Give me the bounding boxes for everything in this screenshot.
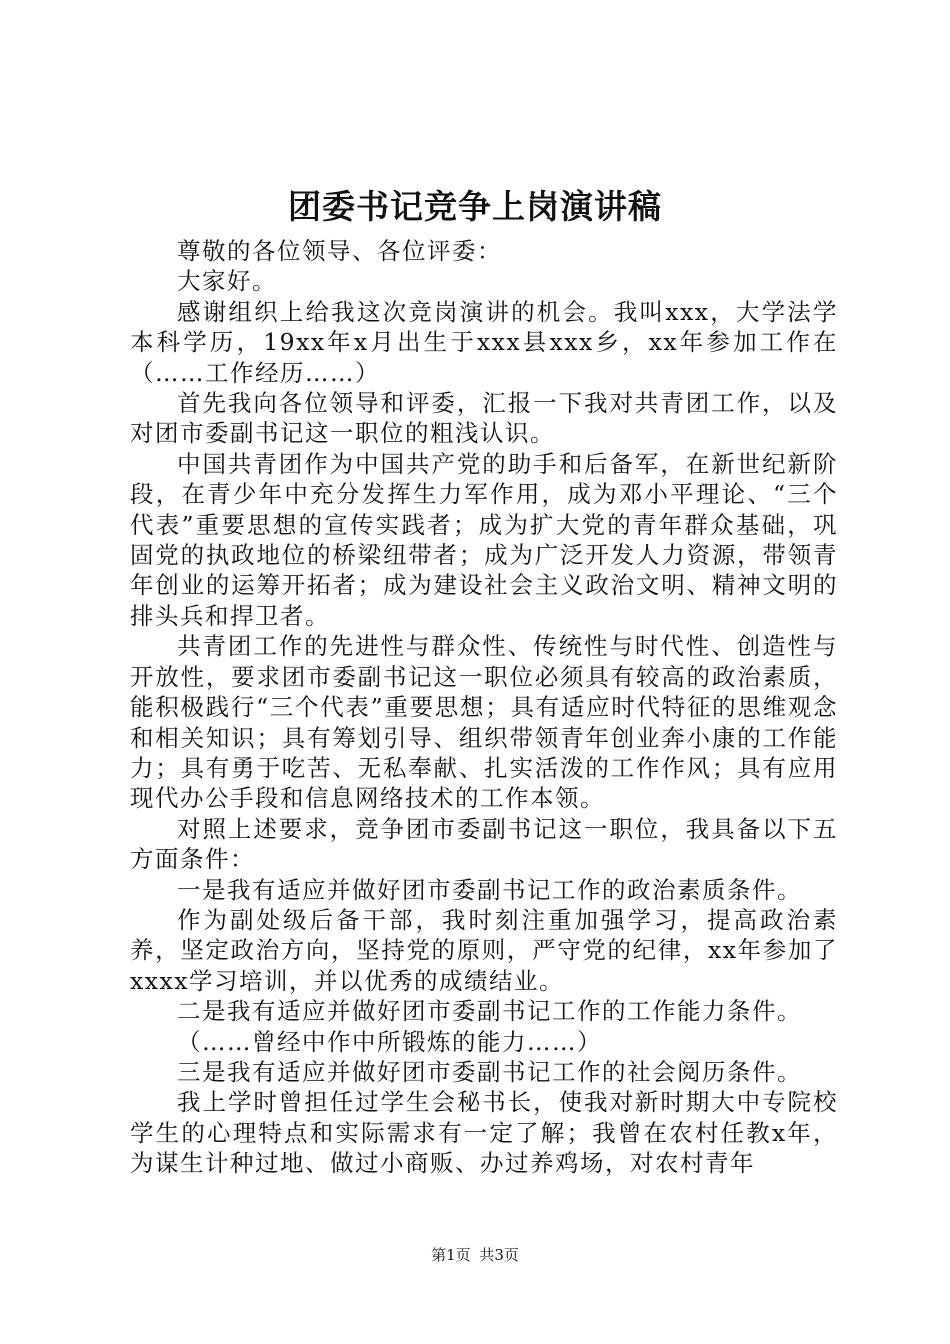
paragraph: 三是我有适应并做好团市委副书记工作的社会阅历条件。 (177, 1057, 802, 1086)
paragraph: 中国共青团作为中国共产党的助手和后备军，在新世纪新阶段，在青少年中充分发挥生力军作用，成为邓小平理论、“三个代表”重要思想的宣传实践者；成为扩大党的青年群众基础，巩固党的执政地位的桥梁纽带者；成为广泛开发人力资源，带领青年创业的运筹开拓者；成为建设社会主义政治文明、精神文明的排头兵和捍卫者。 (130, 449, 838, 630)
page-number: 第1页 (431, 1246, 471, 1264)
paragraph: 对照上述要求，竞争团市委副书记这一职位，我具备以下五方面条件： (130, 814, 838, 874)
paragraph: 尊敬的各位领导、各位评委： (177, 237, 502, 265)
paragraph: 共青团工作的先进性与群众性、传统性与时代性、创造性与开放性，要求团市委副书记这一职位必须具有较高的政治素质，能积极践行“三个代表”重要思想；具有适应时代特征的思维观念和相关知识；具有筹划引导、组织带领青年创业奔小康的工作能力；具有勇于吃苦、无私奉献、扎实活泼的工作作风；具有应用现代办公手段和信息网络技术的工作本领。 (130, 632, 838, 813)
document-body (130, 236, 838, 1179)
paragraph: 一是我有适应并做好团市委副书记工作的政治素质条件。 (177, 875, 802, 904)
paragraph: 二是我有适应并做好团市委副书记工作的工作能力条件。 (177, 997, 802, 1026)
paragraph: 作为副处级后备干部，我时刻注重加强学习，提高政治素养，坚定政治方向，坚持党的原则，严守党的纪律，xx年参加了xxxx学习培训，并以优秀的成绩结业。 (130, 905, 838, 995)
page-footer (0, 1245, 950, 1265)
paragraph: 首先我向各位领导和评委，汇报一下我对共青团工作，以及对团市委副书记这一职位的粗浅认识。 (130, 389, 838, 448)
document-title: 团委书记竞争上岗演讲稿 (288, 187, 662, 226)
paragraph: 大家好。 (177, 267, 277, 296)
page-total: 共3页 (479, 1246, 519, 1264)
paragraph: （……曾经中作中所锻炼的能力……） (177, 1027, 602, 1056)
paragraph: 感谢组织上给我这次竞岗演讲的机会。我叫xxx，大学法学本科学历，19xx年x月出生于xxx县xxx乡，xx年参加工作在（……工作经历……） (130, 297, 838, 387)
paragraph: 我上学时曾担任过学生会秘书长，使我对新时期大中专院校学生的心理特点和实际需求有一定了解；我曾在农村任教x年，为谋生计种过地、做过小商贩、办过养鸡场，对农村青年 (130, 1088, 838, 1178)
